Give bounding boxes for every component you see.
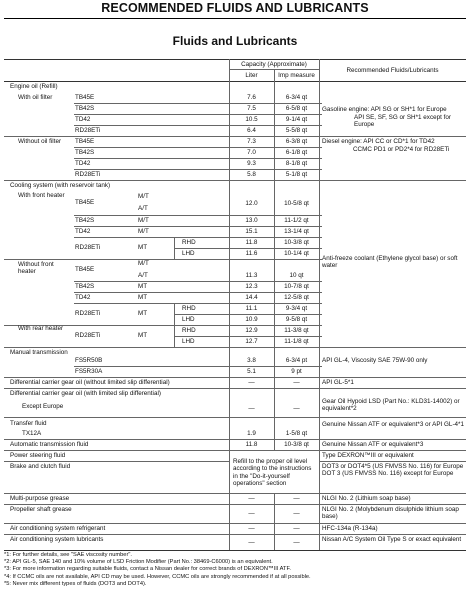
manual-recommendation: API GL-4, Viscosity SAE 75W-90 only [322,357,428,364]
table-row: RD28ETi [75,332,101,339]
liter-value: 11.8 [245,239,258,246]
liter-value: — [248,379,255,386]
liter-value: — [248,495,255,502]
brake-recommendation: DOT3 or DOT4*5 (US FMVSS No. 116) for Europe DOT 3 (US FMVSS No. 116) except for Europe [322,463,464,478]
trans-value: MT [138,332,148,339]
liter-value: — [248,525,255,532]
liter-value: — [248,405,255,412]
liter-value: — [248,539,255,546]
table-row: RD28ETi [75,171,101,178]
brake-clutch-label: Brake and clutch fluid [10,463,71,470]
imp-value: 11-1/2 qt [284,217,309,224]
liter-value: 7.0 [247,149,256,156]
liter-value: 11.1 [245,305,258,312]
diff-with-lsd-label: Differential carrier gear oil (with limited slip differential) [10,390,161,397]
transfer-fluid-label: Transfer fluid [10,420,47,427]
table-row: TB45E [75,94,95,101]
imp-value: 10-7/8 qt [284,283,309,290]
imp-value: 11-1/8 qt [284,338,309,345]
imp-value: 5-1/8 qt [285,171,308,178]
diesel-recommendation-2: CCMC PD1 or PD2*4 for RD28ETi [353,146,450,153]
table-row: TD42 [75,294,91,301]
capacity-header: Capacity (Approximate) [241,61,307,68]
with-front-heater-label: With front heater [18,192,65,199]
imp-value: 10-1/4 qt [284,250,309,257]
liter-value: 7.6 [247,94,256,101]
except-europe-label: Except Europe [22,403,64,410]
imp-value: — [293,510,300,517]
trans-value: A/T [138,272,148,279]
multi-grease-recommendation: NLGI No. 2 (Lithium soap base) [322,495,411,502]
table-row: TB42S [75,105,95,112]
trans-value: MT [138,283,148,290]
liter-value: 10.9 [245,316,258,323]
lhd-label: LHD [182,250,195,257]
imp-value: 6-5/8 qt [285,105,308,112]
imp-value: 9-5/8 qt [285,316,308,323]
imp-value: 1-5/8 qt [285,430,308,437]
liter-value: 10.5 [245,116,258,123]
table-row: TB45E [75,266,95,273]
imp-value: 10-3/8 qt [284,441,309,448]
ac-refrigerant-recommendation: HFC-134a (R-134a) [322,525,378,532]
imp-value: 6-3/8 qt [285,138,308,145]
table-row: TB42S [75,283,95,290]
footnote: *1: For further details, see "SAE viscosity number". [4,552,132,558]
liter-value: 11.6 [245,250,258,257]
gasoline-recommendation-2: API SE, SF, SG or SH*1 except for Europe [354,114,451,129]
liter-value: 14.4 [245,294,258,301]
imp-value: 9 pt [291,368,302,375]
gasoline-recommendation: Gasoline engine: API SG or SH*1 for Europe [322,106,447,113]
trans-value: M/T [138,217,149,224]
lhd-label: LHD [182,316,195,323]
liter-value: 11.8 [245,441,258,448]
manual-transmission-title: Manual transmission [10,349,68,356]
trans-value: M/T [138,193,149,200]
tx12a-label: TX12A [22,430,42,437]
trans-value: MT [138,310,148,317]
diesel-recommendation: Diesel engine: API CC or CD*1 for TD42 [322,138,435,145]
liter-header: Liter [245,72,258,79]
propeller-recommendation: NLGI No. 2 (Molybdenum disulphide lithium soap base) [322,506,459,521]
power-steering-label: Power steering fluid [10,452,66,459]
trans-value: MT [138,244,148,251]
footnote: *4: If CCMC oils are not available, API CD may be used. However, CCMC oils are strongly recommended if at all possible. [4,573,311,580]
table-row: TB42S [75,217,95,224]
multi-purpose-grease-label: Multi-purpose grease [10,495,70,502]
imp-value: — [293,379,300,386]
imp-value: — [293,525,300,532]
ac-refrigerant-label: Air conditioning system refrigerant [10,525,106,532]
imp-value: 12-5/8 qt [284,294,309,301]
liter-value: 5.1 [247,368,256,375]
liter-value: 12.9 [245,327,258,334]
with-oil-filter-label: With oil filter [18,94,53,101]
liter-value: 11.3 [245,272,258,279]
table-row: RD28ETi [75,310,101,317]
liter-value: 1.9 [247,430,256,437]
power-steering-recommendation: Type DEXRON™III or equivalent [322,452,414,459]
liter-value: 7.5 [247,105,256,112]
transfer-recommendation: Genuine Nissan ATF or equivalent*3 or API GL-4*1 [322,421,464,428]
ac-lubricants-label: Air conditioning system lubricants [10,536,104,543]
fluids-table [4,59,466,550]
imp-value: — [293,539,300,546]
liter-value: 12.7 [245,338,258,345]
imp-value: 9-1/4 qt [285,116,308,123]
table-row: RD28ETi [75,127,101,134]
trans-value: A/T [138,205,148,212]
liter-value: 7.3 [247,138,256,145]
imp-value: 6-3/4 pt [285,357,308,364]
imp-value: 6-3/4 qt [285,94,308,101]
footnote: *3: For more information regarding suitable fluids, contact a Nissan dealer for correct brands of DEXRON™III ATF. [4,566,291,573]
liter-value: — [248,510,255,517]
imp-value: 11-3/8 qt [284,327,309,334]
diff-with-recommendation: Gear Oil Hypoid LSD (Part No.: KLD31-14002) or equivalent*2 [322,398,460,413]
cooling-system-title: Cooling system (with reservoir tank) [10,182,111,189]
liter-value: 9.3 [247,160,256,167]
section-subtitle: Fluids and Lubricants [172,34,298,48]
trans-value: M/T [138,260,149,267]
automatic-recommendation: Genuine Nissan ATF or equivalent*3 [322,441,424,448]
imp-value: — [293,495,300,502]
diff-without-lsd-label: Differential carrier gear oil (without limited slip differential) [10,379,170,386]
imp-value: 10-5/8 qt [284,200,309,207]
rhd-label: RHD [182,239,196,246]
table-row: TD42 [75,116,91,123]
ac-lubricants-recommendation: Nissan A/C System Oil Type S or exact equivalent [322,536,462,543]
liter-value: 12.0 [245,200,258,207]
imp-value: — [293,405,300,412]
rhd-label: RHD [182,305,196,312]
automatic-transmission-label: Automatic transmission fluid [10,441,89,448]
without-oil-filter-label: Without oil filter [18,138,62,145]
liter-value: 3.8 [247,357,256,364]
table-row: FS5R50B [75,357,103,364]
table-row: TB45E [75,138,95,145]
with-rear-heater-label: With rear heater [18,325,64,332]
imp-value: 8-1/8 qt [285,160,308,167]
table-row: TD42 [75,228,91,235]
liter-value: 6.4 [247,127,256,134]
without-front-heater-label: Without front heater [18,261,54,276]
engine-oil-title: Engine oil (Refill) [10,83,58,90]
liter-value: 15.1 [245,228,258,235]
trans-value: MT [138,294,148,301]
liter-value: 13.0 [245,217,258,224]
table-row: TD42 [75,160,91,167]
refill-note: Refill to the proper oil level according to the instructions in the "Do-it-yourself operations" section [233,458,312,488]
liter-value: 5.8 [247,171,256,178]
table-row: RD28ETi [75,244,101,251]
coolant-recommendation: Anti-freeze coolant (Ethylene glycol base) or soft water [322,255,458,270]
trans-value: M/T [138,228,149,235]
footnotes [4,552,466,588]
table-row: TB42S [75,149,95,156]
imp-value: 10 qt [289,272,304,279]
imp-value: 9-3/4 qt [285,305,308,312]
recommended-header: Recommended Fluids/Lubricants [346,67,439,74]
page-title: RECOMMENDED FLUIDS AND LUBRICANTS [4,0,466,19]
imp-value: 10-3/8 qt [284,239,309,246]
imp-value: 13-1/4 qt [284,228,309,235]
diff-without-recommendation: API GL-5*1 [322,379,354,386]
imp-header: Imp measure [278,72,315,79]
footnote: *2: API GL-5, SAE 140 and 10% volume of LSD Friction Modifier (Part No.: 38469-C6000) is an equivalent. [4,559,273,566]
table-row: FS5R30A [75,368,103,375]
table-row: TB45E [75,199,95,206]
imp-value: 5-5/8 qt [285,127,308,134]
rhd-label: RHD [182,327,196,334]
footnote: *5: Never mix different types of fluids (DOT3 and DOT4). [4,580,147,587]
propeller-grease-label: Propeller shaft grease [10,506,72,513]
lhd-label: LHD [182,338,195,345]
imp-value: 6-1/8 qt [285,149,308,156]
liter-value: 12.3 [245,283,258,290]
